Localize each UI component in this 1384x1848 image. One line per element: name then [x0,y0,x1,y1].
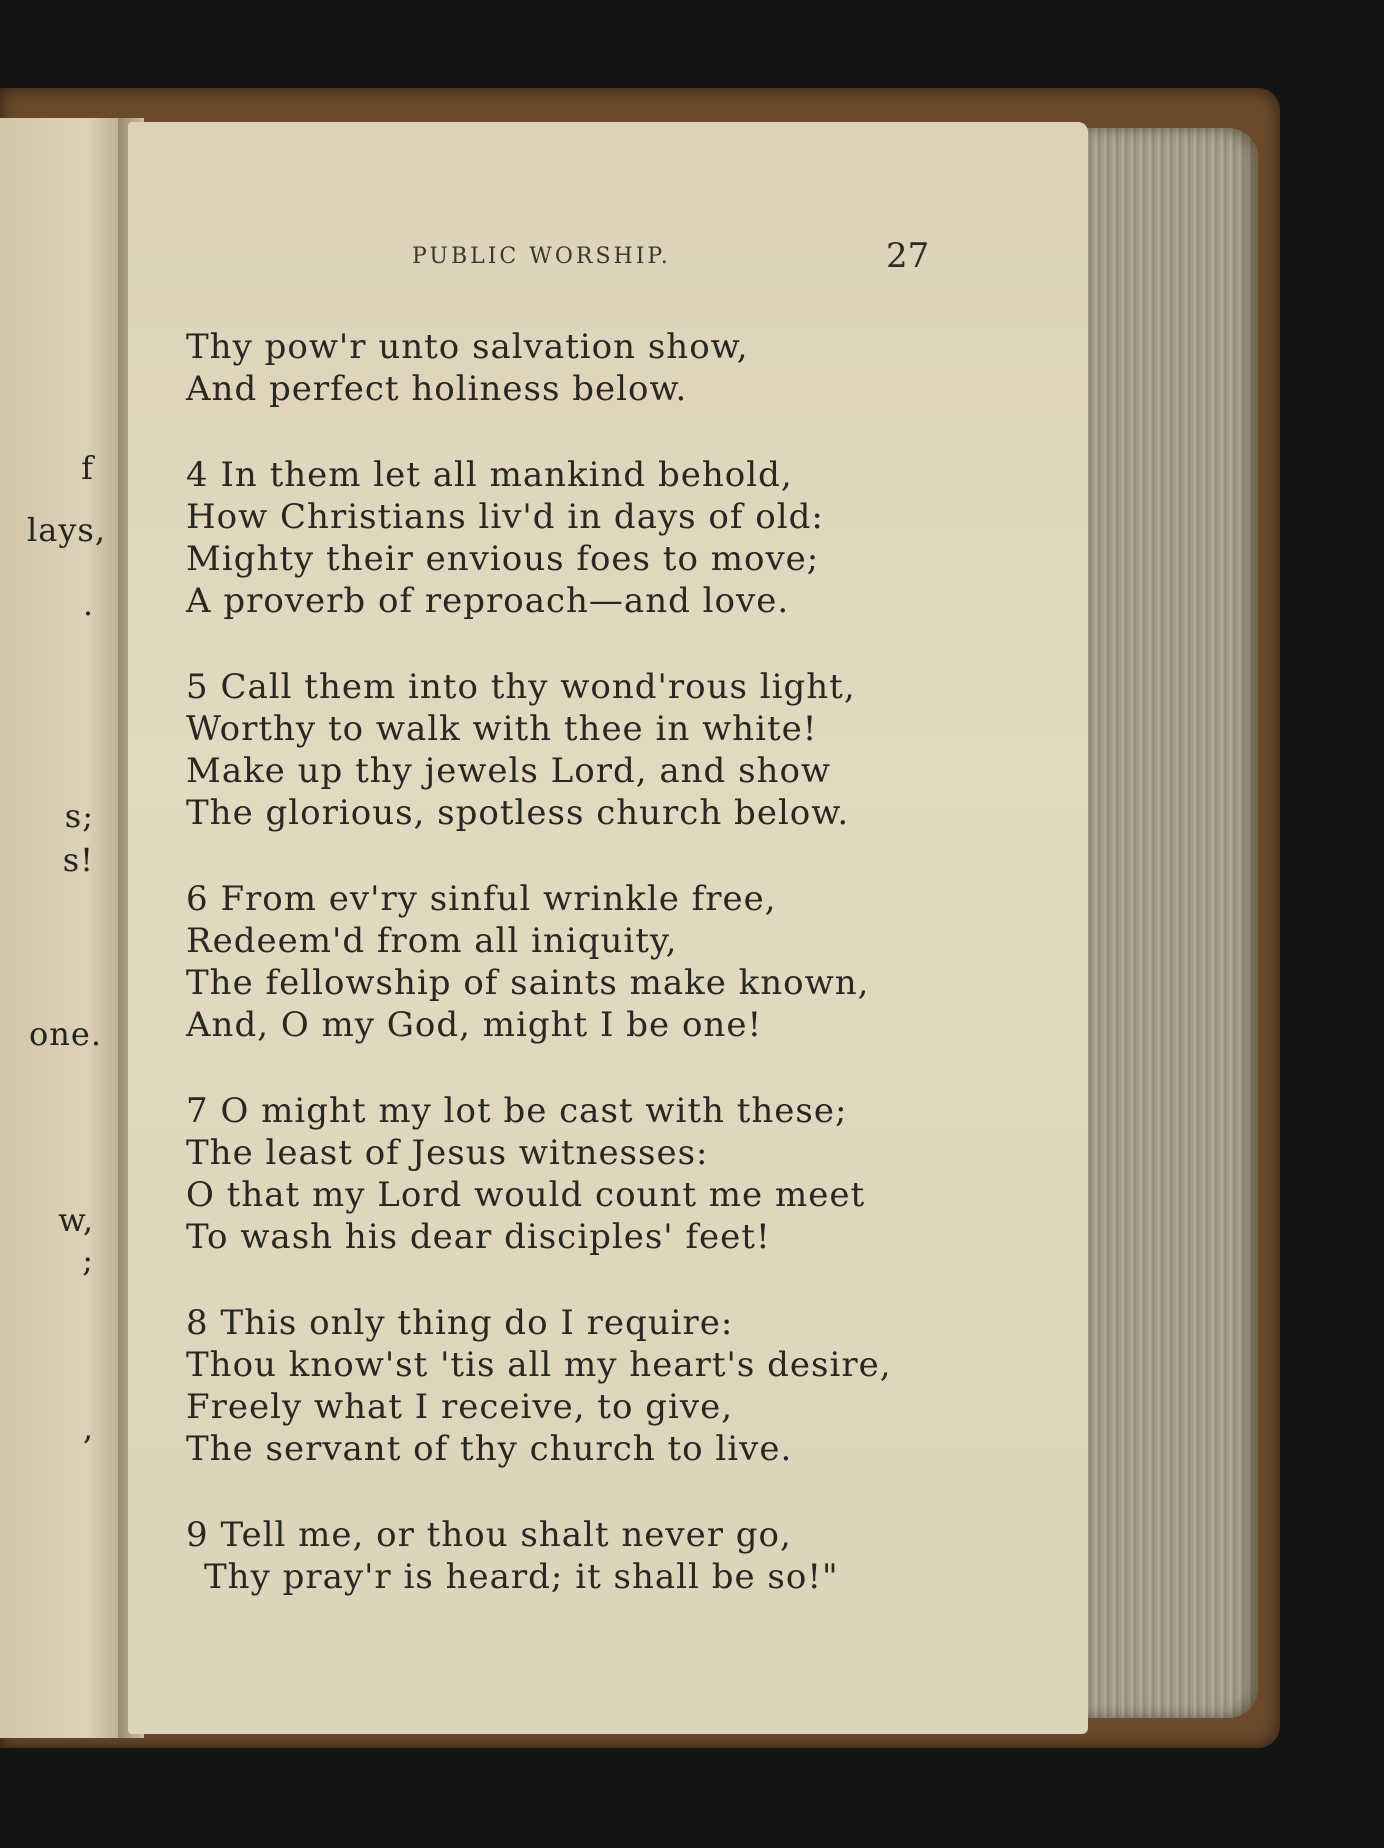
verse-line: Redeem'd from all iniquity, [186,921,678,961]
verse-line: 9 Tell me, or thou shalt never go, [186,1515,792,1555]
verse-line: The least of Jesus witnesses: [186,1133,709,1173]
verse-line: The fellowship of saints make known, [186,963,870,1003]
stanza [186,1302,946,1470]
left-fragment: ; [82,1241,94,1279]
verse-line: Thy pray'r is heard; it shall be so!" [204,1557,839,1597]
page-edges [1084,128,1258,1718]
verse-line: 4 In them let all mankind behold, [186,455,793,495]
stanza [186,666,946,834]
verse-line: How Christians liv'd in days of old: [186,497,824,537]
verse-line: Thou know'st 'tis all my heart's desire, [186,1345,892,1385]
hymn-text [186,326,946,1642]
left-fragment: . [82,585,94,623]
stanza [186,1090,946,1258]
left-fragment: w, [58,1201,94,1239]
verse-line: 5 Call them into thy wond'rous light, [186,667,856,707]
stanza [186,1514,946,1598]
stanza [186,878,946,1046]
stanza [186,454,946,622]
verse-line: Make up thy jewels Lord, and show [186,751,832,791]
verse-line: Mighty their envious foes to move; [186,539,820,579]
verse-line: Freely what I receive, to give, [186,1387,734,1427]
running-header: PUBLIC WORSHIP. [412,244,671,269]
verse-line: And, O my God, might I be one! [186,1005,763,1045]
left-fragment: f [81,449,94,487]
verse-line: Worthy to walk with thee in white! [186,709,818,749]
verse-line: 7 O might my lot be cast with these; [186,1091,848,1131]
verse-line: 6 From ev'ry sinful wrinkle free, [186,879,777,919]
verse-line: To wash his dear disciples' feet! [186,1217,771,1257]
left-fragment: s; [64,797,94,835]
left-fragment: lays, [27,511,106,549]
verse-line: The servant of thy church to live. [186,1429,793,1469]
left-fragment: one. [29,1015,102,1053]
verse-line: A proverb of reproach—and love. [186,581,790,621]
verse-line: And perfect holiness below. [186,369,688,409]
stanza [186,326,946,410]
left-fragment: , [82,1409,94,1447]
left-fragment: s! [62,841,94,879]
page-number: 27 [886,236,930,276]
left-page [0,118,124,1738]
verse-line: 8 This only thing do I require: [186,1303,734,1343]
verse-line: Thy pow'r unto salvation show, [186,327,749,367]
verse-line: The glorious, spotless church below. [186,793,850,833]
verse-line: O that my Lord would count me meet [186,1175,866,1215]
